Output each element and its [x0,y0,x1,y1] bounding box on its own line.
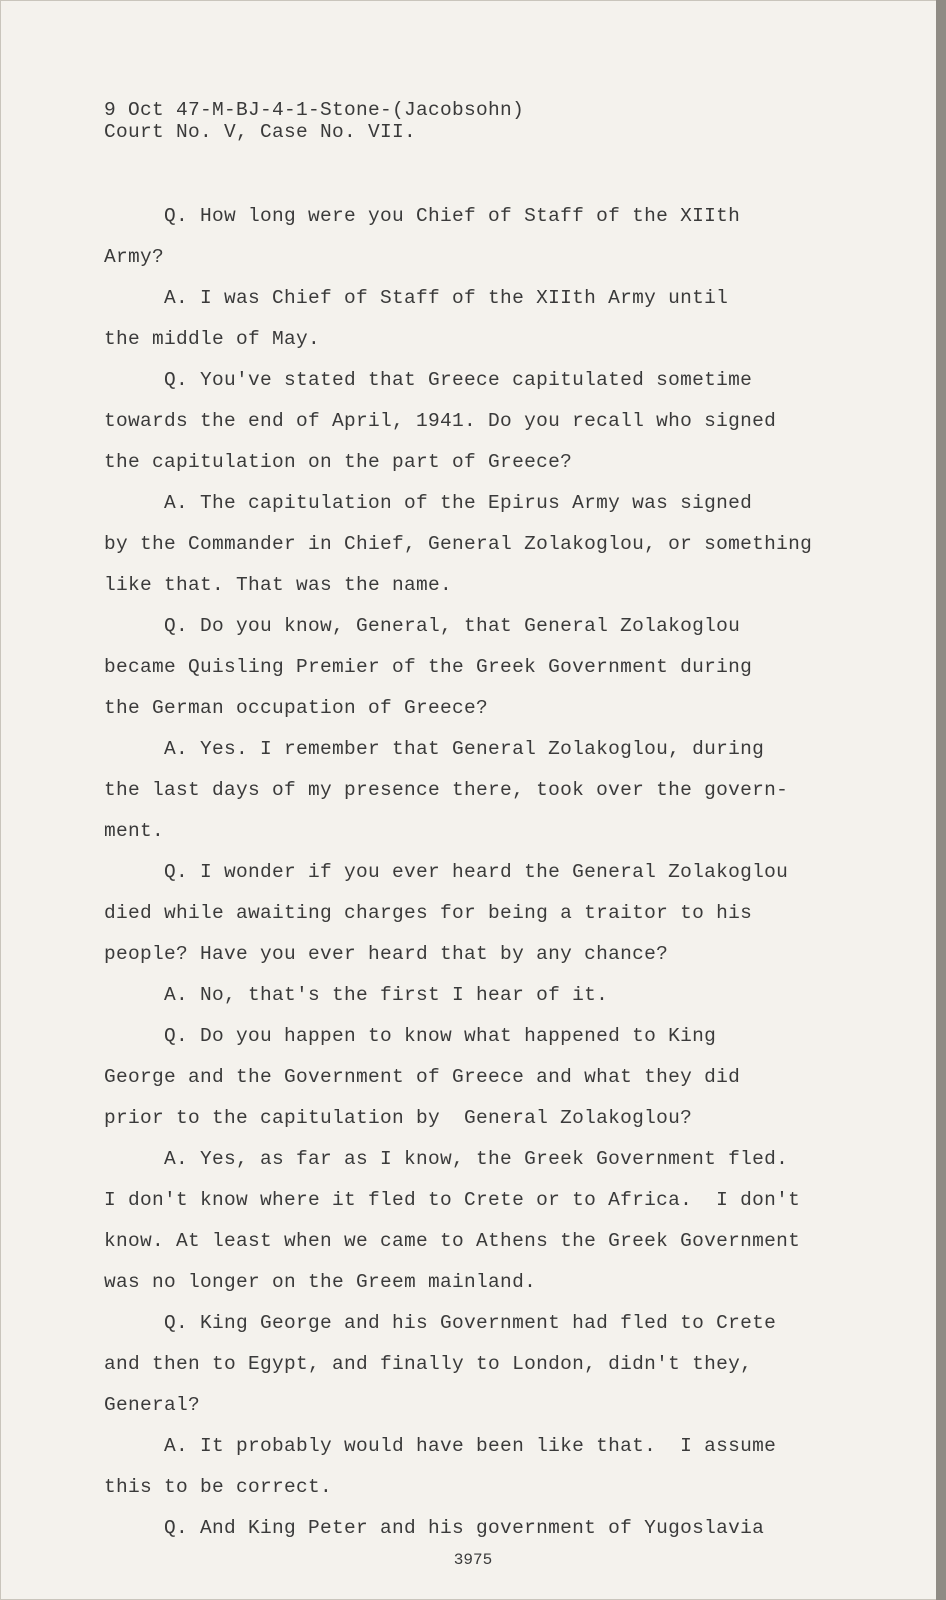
transcript-line: I don't know where it fled to Crete or to Africa. I don't [104,1189,801,1211]
transcript-line: A. No, that's the first I hear of it. [104,984,609,1006]
transcript-body [104,196,894,1549]
transcript-line: the German occupation of Greece? [104,697,489,719]
transcript-line: and then to Egypt, and finally to London, didn't they, [104,1353,753,1375]
transcript-line: A. I was Chief of Staff of the XIIth Army until [104,287,729,309]
page-edge-shadow [936,0,946,1600]
transcript-line: towards the end of April, 1941. Do you recall who signed [104,410,777,432]
transcript-line: Q. Do you know, General, that General Zolakoglou [104,615,741,637]
page-number: 3975 [453,1551,493,1569]
transcript-line: Q. How long were you Chief of Staff of the XIIth [104,205,741,227]
transcript-line: Army? [104,246,165,268]
transcript-line: was no longer on the Greem mainland. [104,1271,537,1293]
transcript-line: Q. You've stated that Greece capitulated sometime [104,369,753,391]
transcript-line: Q. King George and his Government had fled to Crete [104,1312,777,1334]
transcript-line: A. Yes. I remember that General Zolakoglou, during [104,738,765,760]
transcript-line: George and the Government of Greece and what they did [104,1066,741,1088]
transcript-line: Q. I wonder if you ever heard the General Zolakoglou [104,861,789,883]
transcript-line: the last days of my presence there, took over the govern- [104,779,789,801]
transcript-line: this to be correct. [104,1476,333,1498]
transcript-line: became Quisling Premier of the Greek Government during [104,656,753,678]
transcript-line: like that. That was the name. [104,574,453,596]
transcript-line: people? Have you ever heard that by any chance? [104,943,669,965]
transcript-line: Q. And King Peter and his government of Yugoslavia [104,1517,765,1539]
transcript-line: ment. [104,820,165,842]
transcript-line: by the Commander in Chief, General Zolakoglou, or something [104,533,813,555]
transcript-line: prior to the capitulation by General Zolakoglou? [104,1107,693,1129]
transcript-line: General? [104,1394,201,1416]
transcript-line: the middle of May. [104,328,321,350]
transcript-line: know. At least when we came to Athens the Greek Government [104,1230,801,1252]
header-case-reference: 9 Oct 47-M-BJ-4-1-Stone-(Jacobsohn) [104,99,525,121]
transcript-line: the capitulation on the part of Greece? [104,451,573,473]
transcript-line: A. The capitulation of the Epirus Army was signed [104,492,753,514]
transcript-line: died while awaiting charges for being a traitor to his [104,902,753,924]
transcript-line: A. Yes, as far as I know, the Greek Government fled. [104,1148,789,1170]
header-court-case: Court No. V, Case No. VII. [104,121,417,143]
transcript-line: A. It probably would have been like that. I assume [104,1435,777,1457]
transcript-line: Q. Do you happen to know what happened to King [104,1025,717,1047]
